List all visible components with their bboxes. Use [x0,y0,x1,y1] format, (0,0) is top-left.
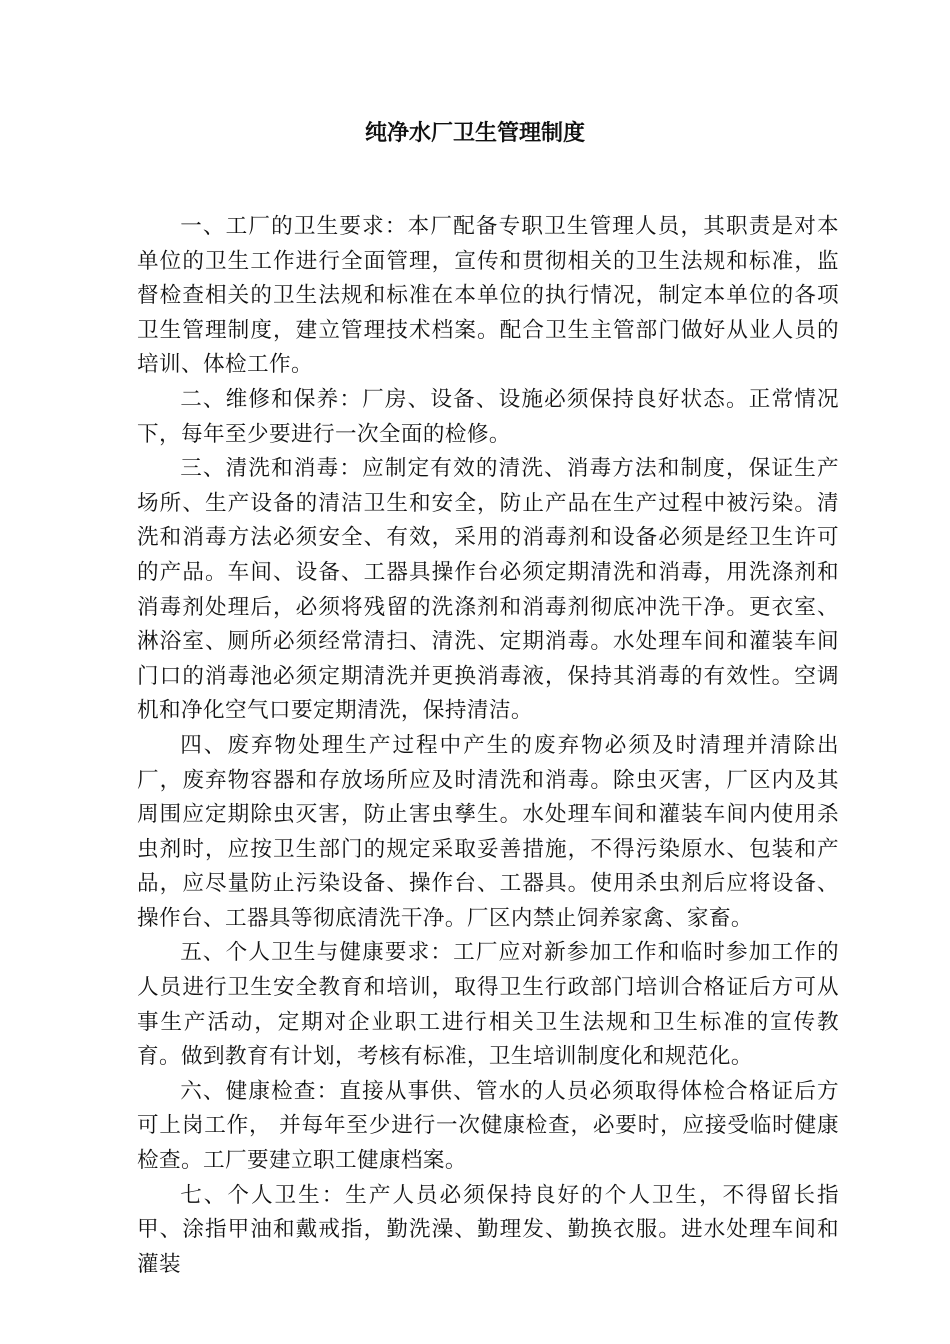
paragraph-hygiene-requirements: 一、工厂的卫生要求：本厂配备专职卫生管理人员，其职责是对本单位的卫生工作进行全面管理，宣传和贯彻相关的卫生法规和标准，监督检查相关的卫生法规和标准在本单位的执行情况，制定本单位的各项卫生管理制度，建立管理技术档案。配合卫生主管部门做好从业人员的培训、体检工作。 [137,214,839,378]
paragraph-personal-health: 五、个人卫生与健康要求：工厂应对新参加工作和临时参加工作的人员进行卫生安全教育和培训，取得卫生行政部门培训合格证后方可从事生产活动，定期对企业职工进行相关卫生法规和卫生标准的宣传教育。做到教育有计划，考核有标准，卫生培训制度化和规范化。 [137,940,839,1070]
document-title: 纯净水厂卫生管理制度 [364,121,585,146]
paragraph-health-check: 六、健康检查：直接从事供、管水的人员必须取得体检合格证后方可上岗工作， 并每年至少进行一次健康检查，必要时，应接受临时健康检查。工厂要建立职工健康档案。 [137,1078,839,1174]
paragraph-waste-disposal: 四、废弃物处理生产过程中产生的废弃物必须及时清理并清除出厂，废弃物容器和存放场所应及时清洗和消毒。除虫灭害，厂区内及其周围应定期除虫灭害，防止害虫孳生。水处理车间和灌装车间内使用杀虫剂时，应按卫生部门的规定采取妥善措施，不得污染原水、包装和产品，应尽量防止污染设备、操作台、工器具。使用杀虫剂后应将设备、操作台、工器具等彻底清洗干净。厂区内禁止饲养家禽、家畜。 [137,732,839,931]
document-body [137,210,839,1282]
paragraph-personal-hygiene: 七、个人卫生：生产人员必须保持良好的个人卫生，不得留长指甲、涂指甲油和戴戒指，勤洗澡、勤理发、勤换衣服。进水处理车间和灌装 [137,1182,839,1277]
paragraph-maintenance: 二、维修和保养：厂房、设备、设施必须保持良好状态。正常情况下，每年至少要进行一次全面的检修。 [137,386,839,447]
paragraph-cleaning-disinfection: 三、清洗和消毒：应制定有效的清洗、消毒方法和制度，保证生产场所、生产设备的清洁卫生和安全，防止产品在生产过程中被污染。清洗和消毒方法必须安全、有效，采用的消毒剂和设备必须是经卫生许可的产品。车间、设备、工器具操作台必须定期清洗和消毒，用洗涤剂和消毒剂处理后，必须将残留的洗涤剂和消毒剂彻底冲洗干净。更衣室、淋浴室、厕所必须经常清扫、清洗、定期消毒。水处理车间和灌装车间门口的消毒池必须定期清洗并更换消毒液，保持其消毒的有效性。空调机和净化空气口要定期清洗，保持清洁。 [137,456,839,724]
